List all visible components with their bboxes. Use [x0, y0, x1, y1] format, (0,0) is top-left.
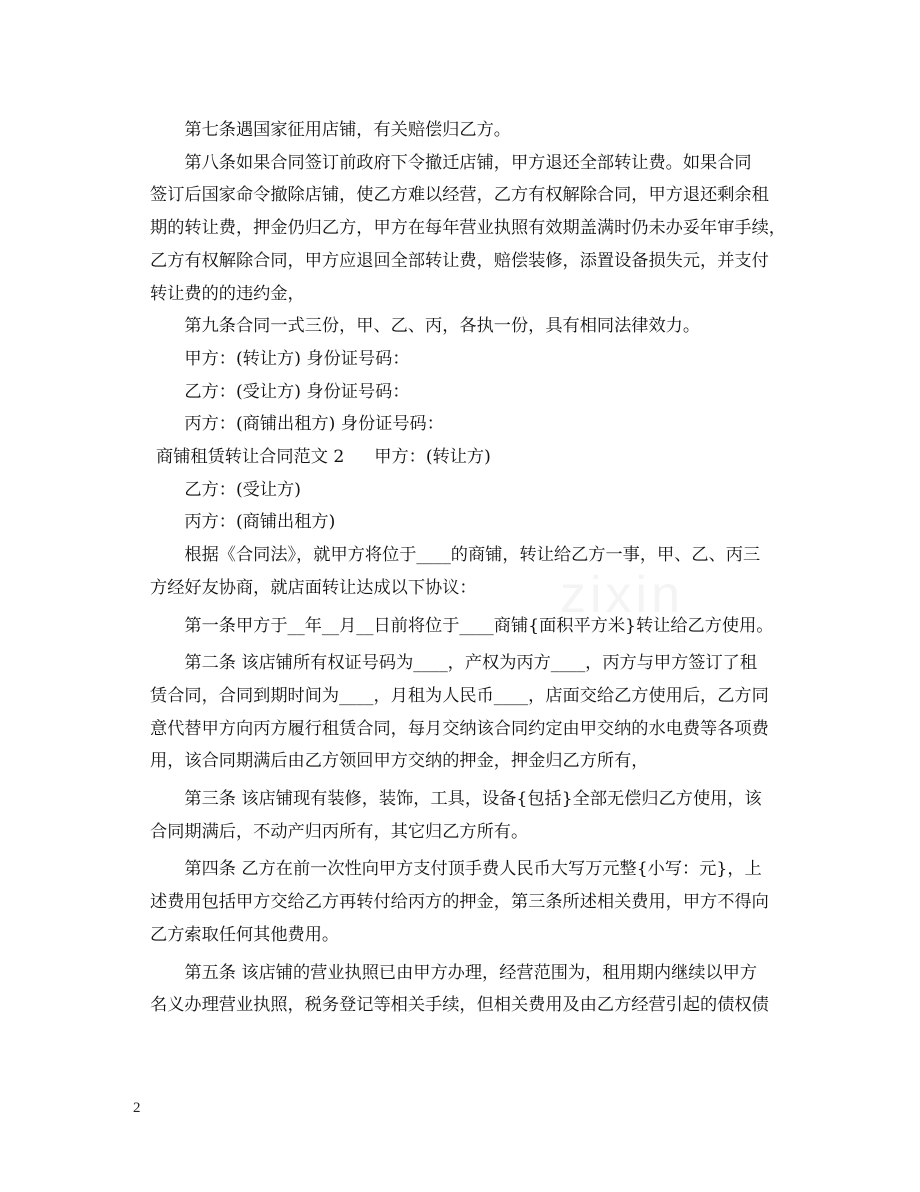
- text-line: 乙方：(受让方): [184, 479, 301, 500]
- text-line: 丙方：(商铺出租方): [184, 512, 336, 533]
- clause-5: [150, 957, 800, 1022]
- party-b-id: [150, 376, 800, 409]
- party-a-label: 甲方：(转让方): [374, 447, 491, 468]
- party-c-id: [150, 408, 800, 441]
- text-line: 第三条 该店铺现有装修，装饰，工具，设备{包括}全部无偿归乙方使用，该: [184, 789, 762, 810]
- text-line: 第一条甲方于__年__月__日前将位于____商铺{面积平方米}转让给乙方使用。: [184, 615, 774, 636]
- text-line: 甲方：(转让方) 身份证号码：: [184, 348, 410, 369]
- text-line: 乙方索取任何其他费用。: [150, 924, 340, 945]
- clause-2: [150, 647, 800, 778]
- sample-title: 商铺租赁转让合同范文 2: [156, 447, 345, 468]
- text-line: 期的转让费，押金仍归乙方，甲方在每年营业执照有效期盖满时仍未办妥年审手续，: [150, 218, 786, 239]
- sample-title-line: [150, 441, 800, 474]
- text-line: 述费用包括甲方交给乙方再转付给丙方的押金，第三条所述相关费用，甲方不得向: [150, 892, 769, 913]
- watermark: zixin: [560, 566, 685, 624]
- preamble: [150, 539, 800, 604]
- text-line: 第七条遇国家征用店铺，有关赔偿归乙方。: [184, 120, 511, 140]
- party-a-id: [150, 343, 800, 376]
- text-line: 名义办理营业执照，税务登记等相关手续，但相关费用及由乙方经营引起的债权债: [150, 995, 769, 1016]
- party-c-label: [150, 506, 800, 539]
- text-line: 方经好友协商，就店面转让达成以下协议：: [150, 577, 477, 598]
- text-line: 第五条 该店铺的营业执照已由甲方办理，经营范围为，租用期内继续以甲方: [184, 962, 758, 983]
- clause-8: [150, 147, 800, 311]
- text-line: 第二条 该店铺所有权证号码为____，产权为丙方____，丙方与甲方签订了租: [184, 653, 758, 674]
- text-line: 乙方：(受让方) 身份证号码：: [184, 381, 410, 402]
- text-line: 意代替甲方向丙方履行租赁合同，每月交纳该合同约定由甲交纳的水电费等各项费: [150, 718, 769, 739]
- clause-4: [150, 853, 800, 951]
- text-line: 乙方有权解除合同，甲方应退回全部转让费，赔偿装修，添置设备损失元，并支付: [150, 250, 769, 271]
- clause-7: [150, 114, 800, 147]
- text-line: 根据《合同法》，就甲方将位于____的商铺，转让给乙方一事，甲、乙、丙三: [184, 545, 761, 566]
- text-line: 转让费的的违约金，: [150, 283, 305, 304]
- clause-1: [150, 610, 800, 643]
- text-line: 合同期满后，不动产归丙所有，其它归乙方所有。: [150, 821, 529, 842]
- clause-9: [150, 310, 800, 343]
- clause-3: [150, 783, 800, 848]
- text-line: 赁合同，合同到期时间为____，月租为人民币____，店面交给乙方使用后，乙方同: [150, 685, 769, 706]
- text-line: 丙方：(商铺出租方) 身份证号码：: [184, 414, 444, 435]
- text-line: 第四条 乙方在前一次性向甲方支付顶手费人民币大写万元整{小写：元}，上: [184, 859, 762, 880]
- text-line: 签订后国家命令撤除店铺，使乙方难以经营，乙方有权解除合同，甲方退还剩余租: [150, 185, 769, 206]
- text-line: 第九条合同一式三份，甲、乙、丙，各执一份，具有相同法律效力。: [184, 316, 701, 337]
- text-line: 用，该合同期满后由乙方领回甲方交纳的押金，押金归乙方所有，: [150, 751, 649, 772]
- page-number: 2: [133, 1100, 141, 1116]
- document-body: [150, 114, 800, 1022]
- text-line: 第八条如果合同签订前政府下令撤迁店铺，甲方退还全部转让费。如果合同: [184, 152, 752, 173]
- party-b-label: [150, 474, 800, 507]
